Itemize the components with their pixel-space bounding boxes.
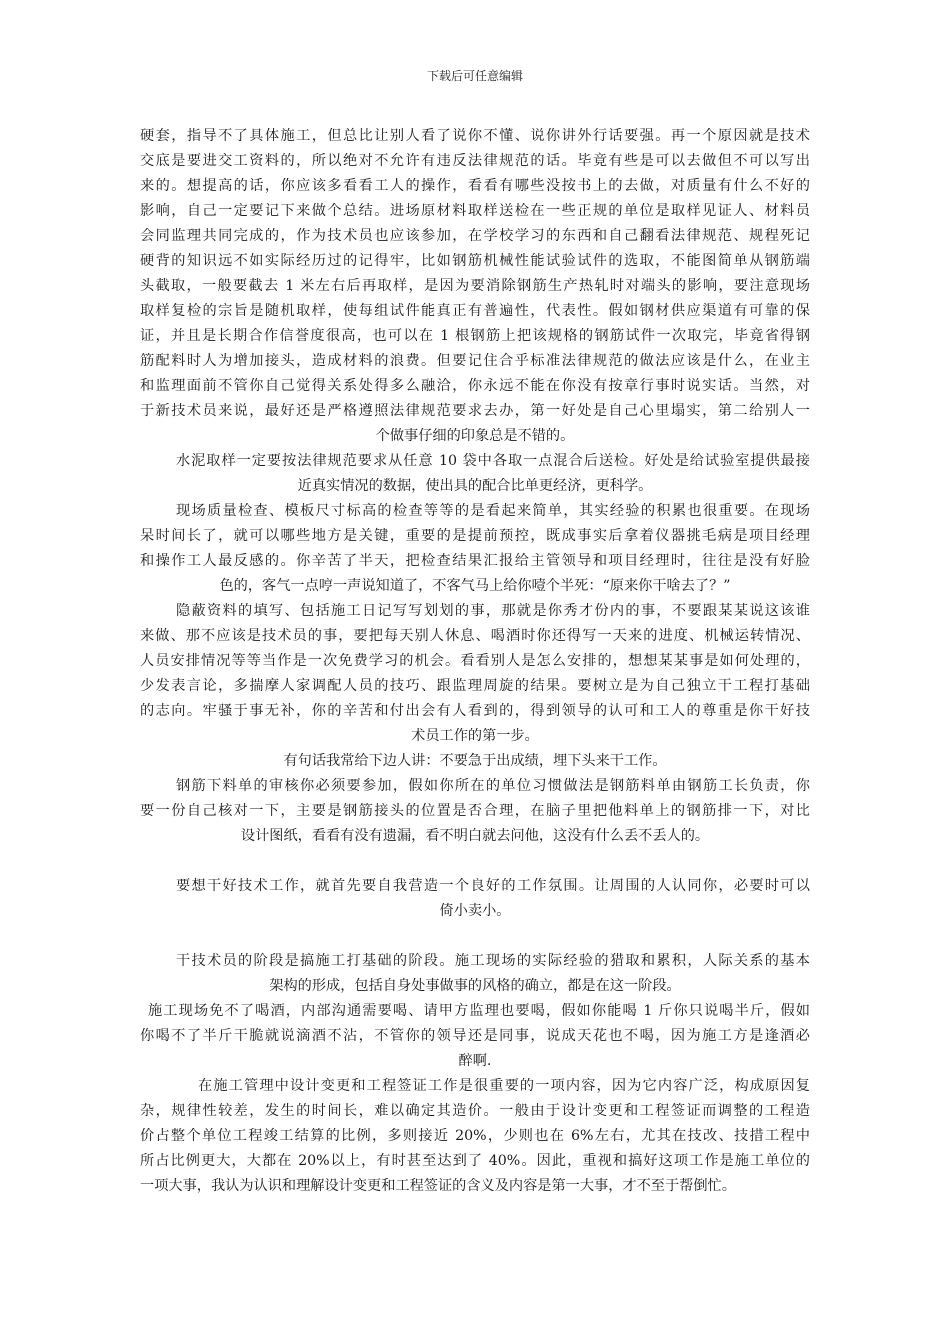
page-header: 下载后可任意编辑 xyxy=(426,69,523,83)
text-line: 杂，规律性较差，发生的时间长，难以确定其造价。一般由于设计变更和工程签证而调整的工程造 xyxy=(140,1103,810,1119)
text-line: 证，并且是长期合作信誉度很高，也可以在 1 根钢筋上把该规格的钢筋试件一次取完，毕竟省得钢 xyxy=(140,328,810,344)
text-line: 现场质量检查、模板尺寸标高的检查等等的是看起来简单，其实经验的积累也很重要。在现场 xyxy=(176,503,810,519)
text-line: 少发表言论，多揣摩人家调配人员的技巧、跟监理周旋的结果。要树立是为自己独立干工程打基础 xyxy=(140,678,810,694)
text-line: 硬套，指导不了具体施工，但总比让别人看了说你不懂、说你讲外行话要强。再一个原因就是技术 xyxy=(140,128,810,144)
text-line: 硬背的知识远不如实际经历过的记得牢，比如钢筋机械性能试验试件的选取，不能图简单从钢筋端 xyxy=(140,253,810,269)
text-line: 要想干好技术工作，就首先要自我营造一个良好的工作氛围。让周围的人认同你，必要时可以 xyxy=(176,878,810,894)
text-line: 会同监理共同完成的，作为技术员也应该参加，在学校学习的东西和自己翻看法律规范、规程死记 xyxy=(140,228,810,244)
text-line: 和监理面前不管你自己觉得关系处得多么融洽，你永远不能在你没有按章行事时说实话。当然，对 xyxy=(140,378,810,394)
text-line: 人员安排情况等等当作是一次免费学习的机会。看看别人是怎么安排的，想想某某事是如何处理的， xyxy=(140,653,810,669)
text-line: 头截取，一般要截去 1 米左右后再取样，是因为要消除钢筋生产热轧时对端头的影响，要注意现场 xyxy=(140,278,810,294)
text-line: 来的。想提高的话，你应该多看看工人的操作，看看有哪些没按书上的去做，对质量有什么不好的 xyxy=(140,178,810,194)
text-line: 取样复检的宗旨是随机取样，使每组试件能真正有普遍性，代表性。假如钢材供应渠道有可靠的保 xyxy=(140,303,810,319)
text-line: 的志向。牢骚于事无补，你的辛苦和付出会有人看到的，得到领导的认可和工人的尊重是你干好技 xyxy=(140,703,810,719)
text-line: 水泥取样一定要按法律规范要求从任意 10 袋中各取一点混合后送检。好处是给试验室提供最接 xyxy=(176,453,810,469)
text-line: 来做、那不应该是技术员的事，要把每天别人休息、喝酒时你还得写一天来的进度、机械运转情况、 xyxy=(140,628,810,644)
text-line: 架构的形成，包括自身处事做事的风格的确立，都是在这一阶段。 xyxy=(269,978,681,994)
text-line: 一项大事，我认为认识和理解设计变更和工程签证的含义及内容是第一大事，才不至于帮倒忙。 xyxy=(140,1178,736,1194)
text-line: 醉啊. xyxy=(458,1053,492,1069)
text-line: 近真实情况的数据，使出具的配合比单更经济，更科学。 xyxy=(297,478,653,494)
text-line: 要一份自己核对一下，主要是钢筋接头的位置是否合理，在脑子里把他料单上的钢筋排一下，对比 xyxy=(140,803,810,819)
text-line: 施工现场免不了喝酒，内部沟通需要喝、请甲方监理也要喝，假如你能喝 1 斤你只说喝半斤，假如 xyxy=(148,1003,810,1019)
text-line: 色的，客气一点哼一声说知道了，不客气马上给你噎个半死：“原来你干啥去了？” xyxy=(219,578,731,594)
text-line: 交底是要进交工资料的，所以绝对不允许有违反法律规范的话。毕竟有些是可以去做但不可以写出 xyxy=(140,153,810,169)
text-line: 呆时间长了，就可以哪些地方是关键，重要的是提前预控，既成事实后拿着仪器挑毛病是项目经理 xyxy=(140,528,810,544)
text-line: 和操作工人最反感的。你辛苦了半天，把检查结果汇报给主管领导和项目经理时，往往是没有好脸 xyxy=(140,553,810,569)
text-line: 术员工作的第一步。 xyxy=(411,728,539,744)
text-line: 钢筋下料单的审核你必须要参加，假如你所在的单位习惯做法是钢筋料单由钢筋工长负责，你 xyxy=(176,778,810,794)
text-line: 价占整个单位工程竣工结算的比例，多则接近 20%，少则也在 6%左右，尤其在技改、技措工程中 xyxy=(140,1128,810,1144)
text-line: 在施工管理中设计变更和工程签证工作是很重要的一项内容，因为它内容广泛，构成原因复 xyxy=(198,1078,810,1094)
text-line: 于新技术员来说，最好还是严格遵照法律规范要求去办，第一好处是自己心里塌实，第二给别人一 xyxy=(140,403,810,419)
text-line: 倚小卖小。 xyxy=(439,903,511,919)
text-line: 有句话我常给下边人讲：不要急于出成绩，埋下头来干工作。 xyxy=(283,753,667,769)
text-line: 筋配料时人为增加接头，造成材料的浪费。但要记住合乎标准法律规范的做法应该是什么，在业主 xyxy=(140,353,810,369)
text-line: 设计图纸，看看有没有遗漏，看不明白就去问他，这没有什么丢不丢人的。 xyxy=(240,828,710,844)
text-line: 个做事仔细的印象总是不错的。 xyxy=(375,428,575,444)
text-line: 影响，自己一定要记下来做个总结。进场原材料取样送检在一些正规的单位是取样见证人、材料员 xyxy=(140,203,810,219)
text-line: 所占比例更大，大都在 20%以上，有时甚至达到了 40%。因此，重视和搞好这项工作是施工单位的 xyxy=(140,1153,810,1169)
text-line: 你喝不了半斤干脆就说滴酒不沾，不管你的领导还是同事，说成天花也不喝，因为施工方是逢酒必 xyxy=(140,1028,810,1044)
text-line: 干技术员的阶段是搞施工打基础的阶段。施工现场的实际经验的猎取和累积，人际关系的基本 xyxy=(176,953,810,969)
text-line: 隐蔽资料的填写、包括施工日记写写划划的事，那就是你秀才份内的事，不要跟某某说这该谁 xyxy=(176,603,810,619)
